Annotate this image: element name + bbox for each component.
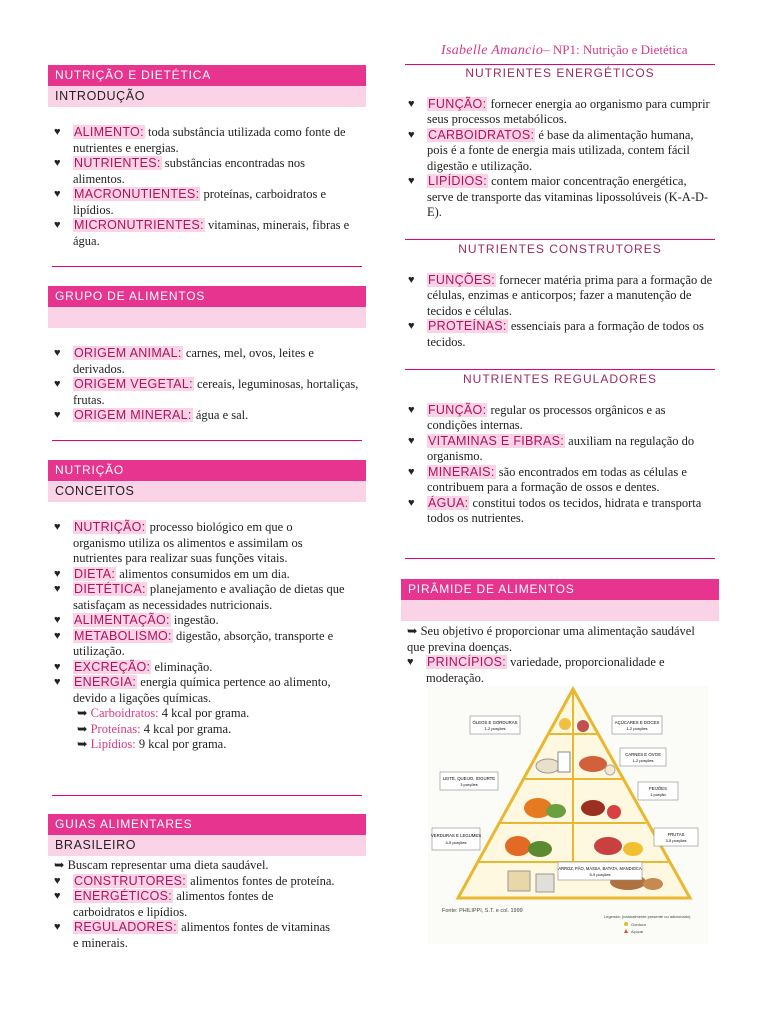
list-item: ♥ EXCREÇÃO: eliminação.	[54, 659, 213, 674]
list	[48, 874, 338, 952]
list-item: ♥ METABOLISMO: digestão, absorção, transporte e utilização.	[54, 628, 334, 658]
header-title: – NP1: Nutrição e Dietética	[543, 42, 688, 57]
author-signature: Isabelle Amancio	[441, 43, 544, 58]
heart-bullet-icon: ♥	[408, 496, 415, 509]
label-arroz: ARROZ, PÃO, MASSA, BATATA, MANDIOCA	[558, 866, 642, 871]
heart-bullet-icon: ♥	[54, 347, 61, 359]
heart-bullet-icon: ♥	[408, 175, 415, 187]
label-acucares-portion: 1-2 porções	[626, 726, 648, 731]
heart-bullet-icon: ♥	[54, 921, 61, 933]
heart-bullet-icon: ♥	[54, 890, 61, 902]
pyramid-source: Fonte: PHILIPPI, S.T. e col. 1999	[442, 908, 523, 914]
list-item: ♥ ÁGUA: constitui todos os tecidos, hidrata e transporta todos os nutrientes.	[408, 495, 702, 525]
piramide-intro: ➥ Seu objetivo é proporcionar uma alimentação saudável que previna doenças.	[407, 624, 695, 654]
section-title: PIRÂMIDE DE ALIMENTOS	[401, 579, 719, 600]
heart-bullet-icon: ♥	[408, 97, 415, 110]
section-title: NUTRIENTES ENERGÉTICOS	[465, 66, 655, 80]
label-acucares: AÇÚCARES E DOCES	[614, 720, 660, 725]
label-feijoes-portion: 1 porção	[650, 792, 666, 797]
energy-line: ➥ Lipídios: 9 kcal por grama.	[77, 737, 227, 751]
section-divider	[405, 369, 715, 370]
label-leite: LEITE, QUEIJO, IOGURTE	[442, 776, 496, 781]
heart-bullet-icon: ♥	[408, 320, 415, 332]
food-candy-icon	[577, 720, 589, 732]
section-piramide	[401, 579, 719, 686]
heart-bullet-icon: ♥	[408, 128, 415, 141]
section-title: GRUPO DE ALIMENTOS	[48, 286, 366, 307]
heart-bullet-icon: ♥	[54, 629, 61, 642]
section-nutricao	[48, 460, 366, 753]
list	[48, 520, 348, 706]
list-item: ♥ LIPÍDIOS: contem maior concentração energética, serve de transporte das vitaminas lipossolúveis (K-A-D-E).	[408, 174, 709, 219]
heart-bullet-icon: ♥	[54, 409, 61, 421]
label-box	[638, 782, 678, 800]
list-item: ♥ REGULADORES: alimentos fontes de vitaminas e minerais.	[54, 920, 330, 950]
food-oil-icon	[559, 718, 571, 730]
label-carnes-portion: 1-2 porções	[632, 758, 654, 763]
heart-bullet-icon: ♥	[54, 660, 61, 673]
section-title: NUTRIENTES REGULADORES	[462, 372, 658, 386]
list-item: ♥ VITAMINAS E FIBRAS: auxiliam na regulação do organismo.	[408, 433, 695, 463]
list-item: ♥ MINERAIS: são encontrados em todas as células e contribuem para a formação de ossos e dentes.	[408, 464, 687, 494]
label-feijoes: FEIJÕES	[649, 786, 667, 791]
heart-bullet-icon: ♥	[54, 126, 61, 138]
food-greens-icon	[528, 841, 552, 857]
guias-intro: ➥ Buscam representar uma dieta saudável.	[54, 858, 269, 872]
energy-line: ➥ Proteínas: 4 kcal por grama.	[77, 721, 232, 736]
list-item: ♥ FUNÇÃO: fornecer energia ao organismo para cumprir seus processos metabólicos.	[408, 96, 710, 126]
section-construtores	[402, 242, 718, 350]
list-item: ♥ DIETÉTICA: planejamento e avaliação de dietas que satisfaçam as necessidades nutricionais.	[54, 582, 345, 612]
heart-bullet-icon: ♥	[407, 656, 414, 668]
section-divider	[52, 795, 362, 796]
food-pyramid-svg	[428, 686, 708, 944]
section-divider	[52, 266, 362, 267]
list	[402, 97, 714, 221]
heart-bullet-icon: ♥	[408, 403, 415, 416]
heart-bullet-icon: ♥	[54, 614, 61, 626]
list-item: ♥ NUTRIENTES: substâncias encontradas nos alimentos.	[54, 156, 306, 186]
legend-fat-label: Gordura	[631, 922, 646, 927]
heart-bullet-icon: ♥	[54, 567, 61, 580]
section-subtitle: INTRODUÇÃO	[48, 86, 366, 107]
list-item: ♥ FUNÇÕES: fornecer matéria prima para a formação de células, enzimas e anticorpos; fazer a manutenção de tecidos e células.	[408, 272, 713, 318]
list-item: ♥ CARBOIDRATOS: é base da alimentação humana, pois é a fonte de energia mais utilizada, contem fácil digestão e utilização.	[408, 127, 694, 173]
section-subtitle-empty	[401, 600, 719, 621]
list-item: ♥ ORIGEM VEGETAL: cereais, leguminosas, hortaliças, frutas.	[54, 377, 359, 407]
label-oleos: ÓLEOS E GORDURAS	[472, 720, 518, 725]
food-bread-icon	[508, 871, 530, 891]
label-frutas: FRUTAS	[667, 832, 685, 837]
label-verduras: VERDURAS E LEGUMES	[430, 833, 482, 838]
list-item: ♥ CONSTRUTORES: alimentos fontes de proteína.	[54, 873, 335, 888]
list-item: ♥ FUNÇÃO: regular os processos orgânicos e as condições internas.	[408, 402, 666, 432]
heart-bullet-icon: ♥	[54, 521, 61, 533]
list-item: ♥ ENERGÉTICOS: alimentos fontes de carboidratos e lipídios.	[54, 889, 274, 919]
label-carnes: CARNES E OVOS	[625, 752, 661, 757]
heart-bullet-icon: ♥	[54, 676, 61, 688]
section-divider	[405, 558, 715, 559]
label-box	[654, 828, 698, 846]
section-subtitle: BRASILEIRO	[48, 835, 366, 856]
list-item: ♥ DIETA: alimentos consumidos em um dia.	[54, 566, 290, 581]
label-box	[440, 772, 498, 790]
heart-bullet-icon: ♥	[408, 465, 415, 478]
food-pyramid-image	[428, 686, 708, 944]
label-box	[432, 828, 480, 850]
list-item: ♥ NUTRIÇÃO: processo biológico em que o organismo utiliza os alimentos e assimilam os nutrientes para realizar suas funções vitais.	[54, 520, 303, 565]
section-subtitle-empty	[48, 307, 366, 328]
energy-line: ➥ Carboidratos: 4 kcal por grama.	[77, 706, 250, 720]
section-reguladores	[402, 372, 718, 527]
food-beans-icon	[581, 800, 605, 816]
label-leite-portion: 3 porções	[460, 782, 478, 787]
food-rice-icon	[536, 874, 554, 892]
list	[48, 346, 363, 424]
label-arroz-portion: 5-9 porções	[589, 872, 611, 877]
heart-bullet-icon: ♥	[408, 434, 415, 447]
section-guias	[48, 814, 366, 951]
label-oleos-portion: 1-2 porções	[484, 726, 506, 731]
label-verduras-portion: 4-5 porções	[445, 840, 467, 845]
heart-bullet-icon: ♥	[54, 378, 61, 390]
section-title: GUIAS ALIMENTARES	[48, 814, 366, 835]
list-item: ♥ ENERGIA: energia química pertence ao alimento, devido a ligações químicas.	[54, 675, 331, 705]
food-apple-icon	[607, 805, 621, 819]
list	[402, 273, 714, 351]
legend-fat-icon	[624, 922, 628, 926]
food-pumpkin-icon	[505, 836, 531, 856]
heart-bullet-icon: ♥	[54, 188, 61, 200]
food-cassava-icon	[643, 878, 663, 890]
label-box	[470, 716, 520, 734]
food-cheese-icon	[536, 759, 560, 773]
section-divider	[52, 440, 362, 441]
legend-sugar-label: Açúcar	[631, 929, 644, 934]
page-header	[441, 42, 688, 59]
list-item: ♥ ORIGEM ANIMAL: carnes, mel, ovos, leites e derivados.	[54, 346, 314, 376]
list-item: ♥ PROTEÍNAS: essenciais para a formação de todos os tecidos.	[408, 319, 704, 349]
list	[402, 403, 714, 527]
list-item: ♥ ALIMENTO: toda substância utilizada como fonte de nutrientes e energias.	[54, 125, 346, 155]
heart-bullet-icon: ♥	[54, 583, 61, 595]
section-nutricao-dietetica	[48, 65, 366, 249]
list	[48, 125, 353, 249]
label-frutas-portion: 3-5 porções	[665, 838, 687, 843]
heart-bullet-icon: ♥	[408, 273, 415, 286]
food-banana-icon	[623, 842, 643, 856]
food-milk-icon	[558, 752, 570, 772]
list-item: ♥ ORIGEM MINERAL: água e sal.	[54, 408, 249, 422]
food-vegetable-icon	[546, 804, 566, 818]
food-egg-icon	[605, 765, 615, 775]
section-title: NUTRIENTES CONSTRUTORES	[458, 242, 662, 256]
list-item: ♥ ALIMENTAÇÃO: ingestão.	[54, 613, 219, 627]
section-title: NUTRIÇÃO	[48, 460, 366, 481]
section-divider	[405, 239, 715, 240]
heart-bullet-icon: ♥	[54, 874, 61, 887]
section-grupo-alimentos	[48, 286, 366, 424]
label-box	[558, 862, 642, 880]
list-item: ♥ MICRONUTRIENTES: vitaminas, minerais, fibras e água.	[54, 218, 350, 248]
list-item: ♥ MACRONUTIENTES: proteínas, carboidratos e lipídios.	[54, 187, 326, 217]
list-item: ♥ PRINCÍPIOS: variedade, proporcionalidade e moderação.	[407, 655, 665, 685]
section-subtitle: CONCEITOS	[48, 481, 366, 502]
label-box	[620, 748, 666, 766]
food-meat-icon	[579, 756, 607, 772]
list	[401, 655, 713, 686]
pyramid-legend: Legenda: (naturalmente presente ou adicionado)	[604, 914, 691, 919]
food-watermelon-icon	[594, 837, 622, 855]
heart-bullet-icon: ♥	[54, 219, 61, 231]
section-energeticos	[402, 66, 718, 221]
section-title: NUTRIÇÃO E DIETÉTICA	[48, 65, 366, 86]
header-rule	[405, 64, 715, 65]
label-box	[612, 716, 662, 734]
heart-bullet-icon: ♥	[54, 157, 61, 169]
